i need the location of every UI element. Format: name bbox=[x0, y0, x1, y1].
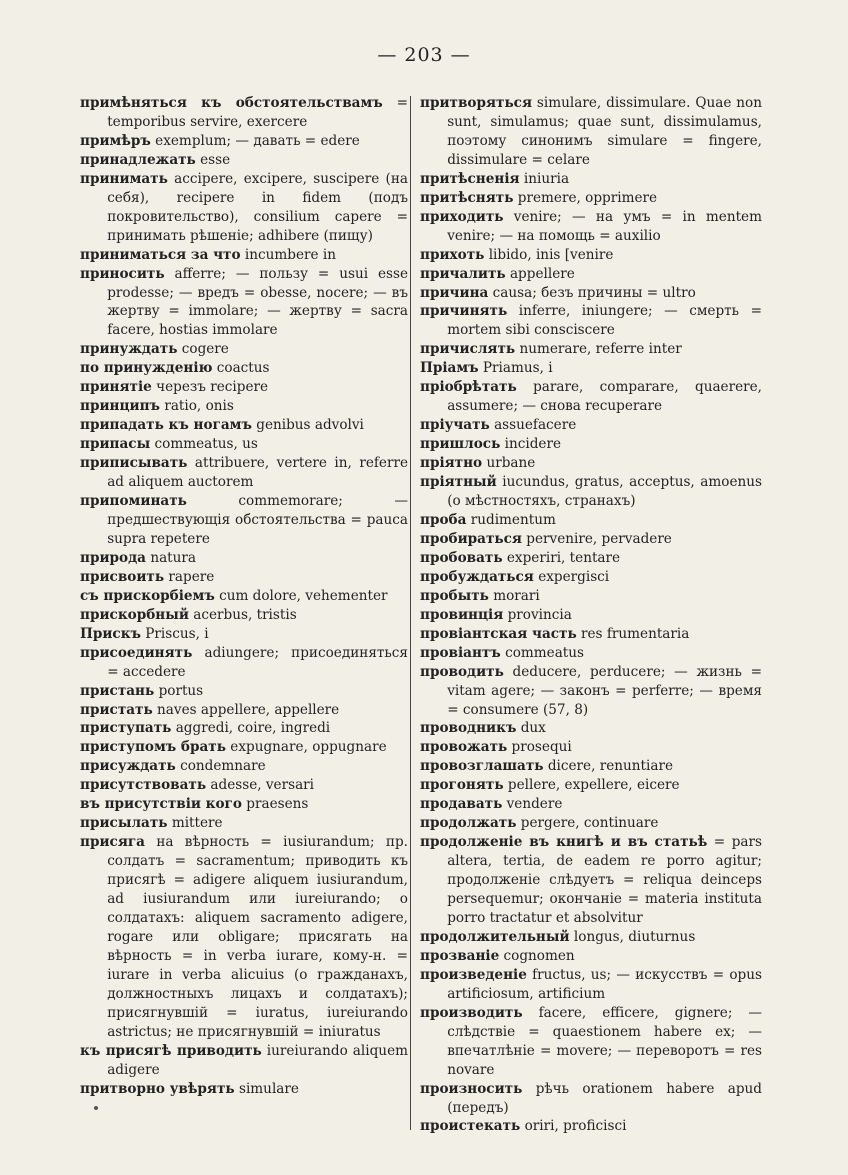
dictionary-entry bbox=[420, 302, 762, 340]
dictionary-entry bbox=[80, 1080, 408, 1099]
entry-headword: продавать bbox=[420, 796, 503, 813]
entry-headword: продолжительный bbox=[420, 928, 570, 945]
entry-translation: simulare bbox=[238, 1080, 299, 1097]
entry-translation: commeatus, us bbox=[154, 436, 258, 453]
entry-headword: приниматься за что bbox=[80, 246, 241, 263]
entry-headword: проводникъ bbox=[420, 720, 517, 737]
entry-headword: приносить bbox=[80, 265, 165, 282]
dictionary-entry bbox=[80, 340, 408, 359]
entry-headword: припоминать bbox=[80, 493, 187, 510]
dictionary-entry bbox=[80, 265, 408, 341]
dictionary-entry bbox=[80, 435, 408, 454]
dictionary-entry bbox=[420, 208, 762, 246]
entry-translation: рѣчь orationem habere apud (передъ) bbox=[447, 1080, 763, 1116]
dictionary-entry bbox=[420, 435, 762, 454]
dictionary-entry bbox=[80, 682, 408, 701]
entry-headword: провинція bbox=[420, 606, 504, 623]
dictionary-entry bbox=[420, 644, 762, 663]
entry-translation: facere, efficere, gignere; — слѣдствіе = quaestionem habere ex; — впечатлѣніе = movere; — переворотъ = res novare bbox=[447, 1004, 762, 1078]
entry-translation: cognomen bbox=[503, 947, 575, 964]
entry-translation: на вѣрность = iusiurandum; пр. солдатъ = sacramentum; приводить къ присягѣ = adigere aliquem iusiurandum, ad iusiurandum или iureiurando; о солдатахъ: aliquem sacramento adigere, rogare или obligare; присягать на вѣрность = in verba iurare, кому-н. = iurare in verba alicuius (о гражданахъ, должностныхъ лицахъ и солдатахъ); присягнувшій = iuratus, iureiurando astrictus; не присягнувшій = iniuratus bbox=[107, 834, 408, 1040]
entry-headword: провіантская часть bbox=[420, 625, 577, 642]
entry-translation: natura bbox=[150, 549, 196, 566]
entry-headword: прозваніе bbox=[420, 947, 500, 964]
dictionary-entry bbox=[420, 416, 762, 435]
entry-translation: exemplum; — давать = edere bbox=[155, 132, 360, 149]
entry-translation: adesse, versari bbox=[210, 777, 315, 794]
dictionary-entry bbox=[80, 378, 408, 397]
entry-headword: по принужденію bbox=[80, 360, 213, 377]
dictionary-entry bbox=[420, 170, 762, 189]
entry-translation: esse bbox=[200, 151, 231, 168]
entry-headword: пристать bbox=[80, 701, 153, 718]
dictionary-entry bbox=[420, 928, 762, 947]
dictionary-entry bbox=[420, 511, 762, 530]
entry-translation: coactus bbox=[216, 360, 270, 377]
entry-headword: проводить bbox=[420, 663, 504, 680]
entry-headword: притворяться bbox=[420, 95, 532, 111]
dictionary-entry bbox=[80, 416, 408, 435]
dictionary-entry bbox=[420, 1080, 762, 1118]
entry-translation: genibus advolvi bbox=[256, 417, 364, 434]
dictionary-entry bbox=[80, 757, 408, 776]
dictionary-entry bbox=[80, 776, 408, 795]
entry-translation: adiungere; присоединяться = accedere bbox=[107, 644, 409, 680]
entry-translation: morari bbox=[493, 587, 540, 604]
entry-translation: causa; безъ причины = ultro bbox=[492, 284, 696, 301]
entry-headword: провіантъ bbox=[420, 644, 501, 661]
entry-headword: прихоть bbox=[420, 246, 485, 263]
entry-translation: commemorare; — предшествующія обстоятельства = pauca supra repetere bbox=[107, 493, 408, 547]
dictionary-entry bbox=[420, 1117, 762, 1136]
entry-headword: присылать bbox=[80, 815, 168, 832]
dictionary-entry bbox=[80, 833, 408, 1041]
entry-headword: приписывать bbox=[80, 455, 188, 472]
entry-translation: cum dolore, vehementer bbox=[219, 587, 388, 604]
dictionary-entry bbox=[80, 568, 408, 587]
dictionary-entry bbox=[80, 587, 408, 606]
entry-headword: природа bbox=[80, 549, 146, 566]
entry-headword: проба bbox=[420, 511, 467, 528]
entry-translation: dicere, renuntiare bbox=[547, 758, 673, 775]
entry-headword: причина bbox=[420, 284, 489, 301]
entry-translation: res frumentaria bbox=[581, 625, 690, 642]
entry-headword: Пріамъ bbox=[420, 360, 479, 377]
entry-translation: afferre; — пользу = usui esse prodesse; — вредъ = obesse, nocere; — въ жертву = immolare; — жертву = sacra facere, hostias immolare bbox=[107, 265, 408, 339]
entry-headword: провожать bbox=[420, 739, 508, 756]
entry-headword: пріятный bbox=[420, 474, 497, 491]
entry-translation: libido, inis [venire bbox=[488, 246, 614, 263]
dictionary-entry bbox=[420, 795, 762, 814]
entry-translation: ratio, onis bbox=[164, 398, 234, 415]
entry-headword: приступомъ брать bbox=[80, 739, 226, 756]
ink-speck bbox=[94, 1106, 98, 1110]
entry-translation: premere, opprimere bbox=[517, 189, 658, 206]
entry-translation: = pars altera, tertia, de eadem re porro agitur; продолженіе слѣдуетъ = reliqua deinceps persequemur; окончаніе = materia instituta porro tractatur et absolvitur bbox=[447, 834, 762, 926]
dictionary-entry bbox=[420, 814, 762, 833]
entry-headword: пристань bbox=[80, 682, 155, 699]
entry-translation: mittere bbox=[171, 815, 223, 832]
entry-translation: naves appellere, appellere bbox=[157, 701, 340, 718]
dictionary-entry bbox=[420, 473, 762, 511]
entry-translation: numerare, referre inter bbox=[519, 341, 682, 358]
entry-headword: пришлось bbox=[420, 436, 501, 453]
entry-headword: пробуждаться bbox=[420, 568, 534, 585]
dictionary-entry bbox=[80, 625, 408, 644]
entry-headword: прогонять bbox=[420, 777, 504, 794]
dictionary-entry bbox=[80, 738, 408, 757]
entry-translation: dux bbox=[520, 720, 546, 737]
entry-translation: appellere bbox=[509, 265, 575, 282]
entry-headword: принятіе bbox=[80, 379, 152, 396]
dictionary-entry bbox=[420, 587, 762, 606]
entry-translation: incidere bbox=[504, 436, 561, 453]
entry-translation: inferre, iniungere; — смерть = mortem sibi consciscere bbox=[447, 303, 762, 339]
dictionary-entry bbox=[80, 170, 408, 246]
dictionary-entry bbox=[420, 663, 762, 720]
entry-headword: прискорбный bbox=[80, 606, 189, 623]
entry-headword: причислять bbox=[420, 341, 516, 358]
dictionary-entry bbox=[420, 606, 762, 625]
entry-headword: присвоить bbox=[80, 568, 165, 585]
entry-translation: rapere bbox=[168, 568, 215, 585]
dictionary-entry bbox=[420, 246, 762, 265]
entry-translation: pergere, continuare bbox=[520, 815, 659, 832]
entry-translation: attribuere, vertere in, referre ad aliquem auctorem bbox=[107, 455, 409, 491]
entry-headword: пробыть bbox=[420, 587, 489, 604]
entry-translation: longus, diuturnus bbox=[573, 928, 696, 945]
entry-translation: deducere, perducere; — жизнь = vitam agere; — законъ = perferre; — время = consumere (57, 8) bbox=[447, 663, 763, 718]
entry-headword: пріобрѣтать bbox=[420, 379, 517, 396]
entry-translation: pervenire, pervadere bbox=[526, 530, 672, 547]
dictionary-entry bbox=[420, 947, 762, 966]
entry-headword: къ присягѣ приводить bbox=[80, 1042, 262, 1059]
entry-headword: производить bbox=[420, 1004, 523, 1021]
entry-translation: aggredi, coire, ingredi bbox=[175, 720, 331, 737]
entry-headword: притворно увѣрять bbox=[80, 1080, 235, 1097]
entry-translation: condemnare bbox=[180, 758, 266, 775]
dictionary-entry bbox=[80, 246, 408, 265]
entry-headword: припадать къ ногамъ bbox=[80, 417, 252, 434]
entry-headword: присуждать bbox=[80, 758, 176, 775]
entry-headword: пріятно bbox=[420, 455, 483, 472]
entry-translation: rudimentum bbox=[470, 511, 556, 528]
dictionary-entry bbox=[80, 795, 408, 814]
entry-headword: пріучать bbox=[420, 417, 490, 434]
entry-headword: продолженіе въ книгѣ и въ статьѣ bbox=[420, 834, 708, 851]
dictionary-entry bbox=[420, 833, 762, 928]
right-column bbox=[420, 94, 762, 1136]
entry-translation: assuefacere bbox=[494, 417, 577, 434]
dictionary-entry bbox=[80, 606, 408, 625]
entry-headword: притѣснять bbox=[420, 189, 514, 206]
entry-translation: iureiurando aliquem adigere bbox=[107, 1042, 409, 1078]
dictionary-entry bbox=[420, 284, 762, 303]
dictionary-entry bbox=[420, 738, 762, 757]
entry-headword: съ прискорбіемъ bbox=[80, 587, 215, 604]
entry-translation: pellere, expellere, eicere bbox=[507, 777, 680, 794]
entry-headword: причинять bbox=[420, 303, 508, 320]
entry-translation: accipere, excipere, suscipere (на себя), recipere in fidem (подъ покровительство), consilium capere = принимать рѣшеніе; adhibere (пищу) bbox=[107, 170, 408, 244]
entry-translation: simulare, dissimulare. Quae non sunt, simulamus; quae sunt, dissimulamus, поэтому синонимъ simulare = fingere, dissimulare = celare bbox=[447, 95, 762, 168]
dictionary-entry bbox=[420, 265, 762, 284]
dictionary-entry bbox=[80, 94, 408, 132]
entry-headword: приходить bbox=[420, 208, 504, 225]
dictionary-entry bbox=[420, 549, 762, 568]
entry-headword: пробовать bbox=[420, 549, 503, 566]
dictionary-entry bbox=[80, 1042, 408, 1080]
entry-headword: продолжать bbox=[420, 815, 517, 832]
entry-translation: parare, comparare, quaerere, assumere; — снова recuperare bbox=[447, 379, 763, 415]
entry-translation: portus bbox=[158, 682, 204, 699]
entry-headword: принимать bbox=[80, 170, 168, 187]
entry-translation: iucundus, gratus, acceptus, amoenus (о мѣстностяхъ, странахъ) bbox=[447, 474, 762, 510]
entry-translation: oriri, proficisci bbox=[524, 1118, 627, 1135]
entry-headword: присутствовать bbox=[80, 777, 207, 794]
dictionary-entry bbox=[420, 94, 762, 170]
entry-translation: fructus, us; — искусствъ = opus artificiosum, artificium bbox=[447, 966, 762, 1002]
dictionary-entry bbox=[80, 397, 408, 416]
entry-translation: experiri, tentare bbox=[506, 549, 621, 566]
entry-headword: принадлежать bbox=[80, 151, 196, 168]
dictionary-entry bbox=[420, 776, 762, 795]
dictionary-entry bbox=[420, 719, 762, 738]
entry-translation: praesens bbox=[246, 796, 309, 813]
page-number: — 203 — bbox=[377, 44, 471, 66]
dictionary-entry bbox=[80, 492, 408, 549]
dictionary-entry bbox=[420, 966, 762, 1004]
entry-translation: cogere bbox=[181, 341, 229, 358]
entry-headword: притѣсненія bbox=[420, 170, 520, 187]
dictionary-entry bbox=[420, 340, 762, 359]
dictionary-entry bbox=[80, 454, 408, 492]
entry-headword: примѣняться къ обстоятельствамъ bbox=[80, 95, 383, 111]
entry-translation: черезъ recipere bbox=[156, 379, 269, 396]
entry-translation: provincia bbox=[507, 606, 572, 623]
entry-translation: prosequi bbox=[511, 739, 572, 756]
column-divider bbox=[410, 96, 411, 1130]
entry-translation: Priamus, i bbox=[482, 360, 553, 377]
dictionary-entry bbox=[80, 719, 408, 738]
entry-translation: Priscus, i bbox=[145, 625, 209, 642]
dictionary-entry bbox=[420, 568, 762, 587]
entry-headword: произносить bbox=[420, 1080, 523, 1097]
entry-translation: commeatus bbox=[505, 644, 584, 661]
dictionary-entry bbox=[80, 701, 408, 720]
entry-headword: примѣръ bbox=[80, 132, 151, 149]
entry-headword: присоединять bbox=[80, 644, 193, 661]
entry-translation: venire; — на умъ = in mentem venire; — на помощь = auxilio bbox=[447, 208, 762, 244]
entry-headword: Прискъ bbox=[80, 625, 141, 642]
dictionary-entry bbox=[420, 757, 762, 776]
entry-headword: принципъ bbox=[80, 398, 160, 415]
entry-headword: въ присутствіи кого bbox=[80, 796, 242, 813]
entry-headword: произведеніе bbox=[420, 966, 527, 983]
entry-headword: присяга bbox=[80, 834, 145, 851]
entry-headword: припасы bbox=[80, 436, 151, 453]
entry-translation: vendere bbox=[506, 796, 563, 813]
dictionary-entry bbox=[420, 530, 762, 549]
entry-headword: принуждать bbox=[80, 341, 178, 358]
dictionary-entry bbox=[80, 132, 408, 151]
entry-translation: expugnare, oppugnare bbox=[230, 739, 387, 756]
entry-headword: пробираться bbox=[420, 530, 522, 547]
dictionary-entry bbox=[80, 644, 408, 682]
dictionary-entry bbox=[420, 1004, 762, 1080]
dictionary-entry bbox=[80, 814, 408, 833]
entry-translation: iniuria bbox=[523, 170, 570, 187]
dictionary-entry bbox=[80, 151, 408, 170]
dictionary-entry bbox=[80, 359, 408, 378]
dictionary-entry bbox=[420, 454, 762, 473]
entry-headword: провозглашать bbox=[420, 758, 544, 775]
dictionary-entry bbox=[420, 625, 762, 644]
entry-translation: urbane bbox=[486, 455, 536, 472]
entry-translation: incumbere in bbox=[244, 246, 336, 263]
left-column bbox=[80, 94, 408, 1099]
entry-translation: = temporibus servire, exercere bbox=[107, 95, 408, 130]
dictionary-entry bbox=[420, 359, 762, 378]
entry-headword: приступать bbox=[80, 720, 172, 737]
entry-headword: причалить bbox=[420, 265, 506, 282]
entry-translation: acerbus, tristis bbox=[193, 606, 297, 623]
dictionary-entry bbox=[420, 189, 762, 208]
entry-translation: expergisci bbox=[538, 568, 610, 585]
dictionary-entry bbox=[420, 378, 762, 416]
entry-headword: проистекать bbox=[420, 1118, 521, 1135]
dictionary-entry bbox=[80, 549, 408, 568]
